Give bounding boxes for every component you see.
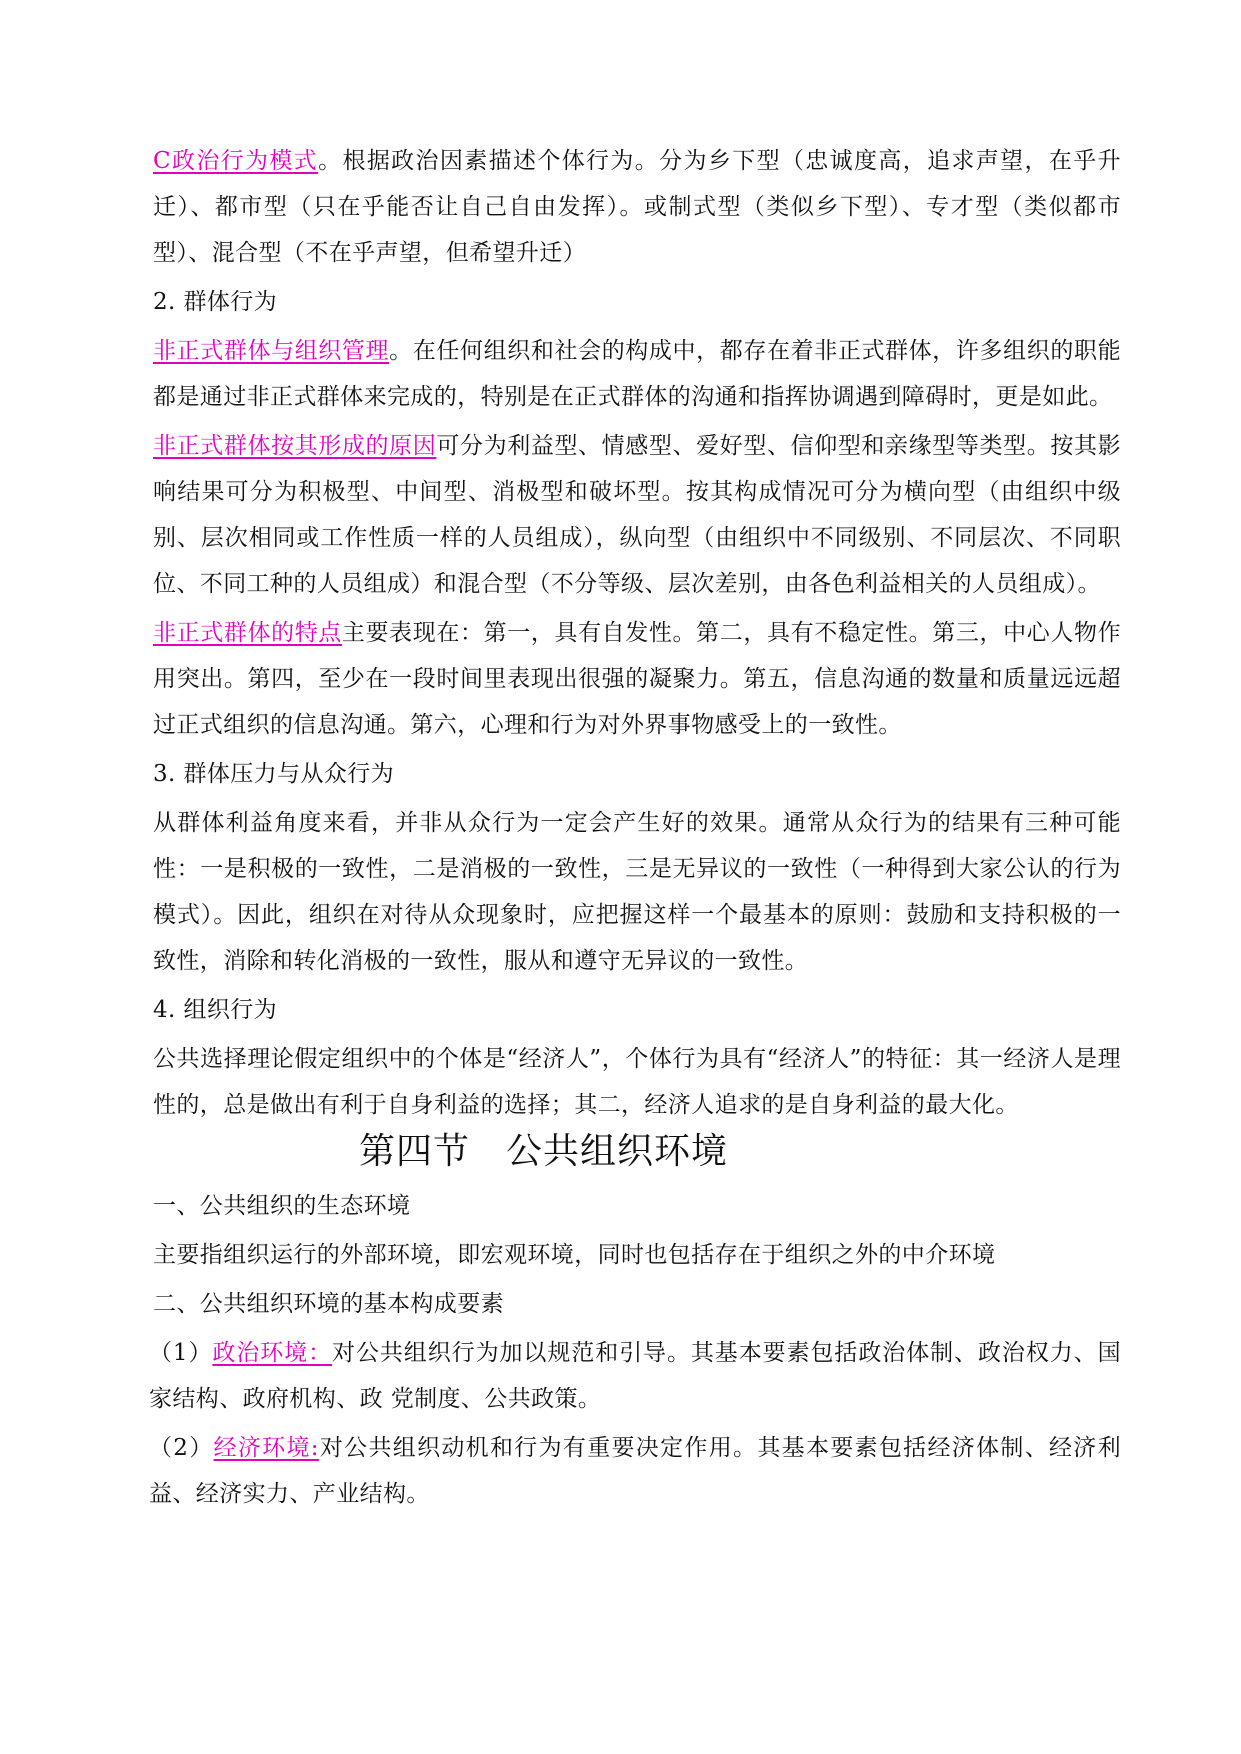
highlight-political-environment: 政治环境： <box>212 1340 333 1366</box>
heading-ecological-environment: 一、公共组织的生态环境 <box>153 1193 411 1219</box>
heading-organizational-behavior: 4. 组织行为 <box>153 997 278 1023</box>
paragraph-ecological-environment: 主要指组织运行的外部环境，即宏观环境，同时也包括存在于组织之外的中介环境 <box>153 1242 996 1268</box>
highlight-political-behavior-mode: C政治行为模式 <box>153 148 319 174</box>
document-page <box>149 138 1122 1520</box>
paragraph-informal-group-features <box>153 610 1121 748</box>
item-political-environment <box>149 1330 1121 1422</box>
section-title <box>153 1125 1121 1179</box>
section-number: 第四节 <box>359 1131 471 1172</box>
heading-group-pressure: 3. 群体压力与从众行为 <box>153 761 395 787</box>
paragraph-public-choice: 公共选择理论假定组织中的个体是“经济人”，个体行为具有“经济人”的特征：其一经济人是理性的，总是做出有利于自身利益的选择；其二，经济人追求的是自身利益的最大化。 <box>153 1046 1121 1118</box>
item-number: （2） <box>149 1435 214 1461</box>
highlight-economic-environment: 经济环境: <box>213 1435 319 1461</box>
paragraph-text: 可分为利益型、情感型、爱好型、信仰型和亲缘型等类型。按其影响结果可分为积极型、中间型、消极型和破坏型。按其构成情况可分为横向型（由组织中级别、层次相同或工作性质一样的人员组成），纵向型（由组织中不同级别、不同层次、不同职位、不同工种的人员组成）和混合型（不分等级、层次差别，由各色利益相关的人员组成）。 <box>153 433 1121 597</box>
item-economic-environment <box>149 1425 1121 1517</box>
heading-group-behavior: 2. 群体行为 <box>153 289 278 315</box>
paragraph-political-behavior-mode <box>153 138 1121 276</box>
paragraph-text: 。在任何组织和社会的构成中，都存在着非正式群体，许多组织的职能都是通过非正式群体来完成的，特别是在正式群体的沟通和指挥协调遇到障碍时，更是如此。 <box>153 338 1122 410</box>
paragraph-informal-group-causes <box>153 423 1121 607</box>
paragraph-text: 。根据政治因素描述个体行为。分为乡下型（忠诚度高，追求声望，在乎升迁）、都市型（只在乎能否让自己自由发挥）。或制式型（类似乡下型）、专才型（类似都市型）、混合型（不在乎声望，但希望升迁） <box>153 148 1121 266</box>
paragraph-text: 主要表现在：第一，具有自发性。第二，具有不稳定性。第三，中心人物作用突出。第四，至少在一段时间里表现出很强的凝聚力。第五，信息沟通的数量和质量远远超过正式组织的信息沟通。第六，心理和行为对外界事物感受上的一致性。 <box>153 620 1121 738</box>
item-text: 对公共组织行为加以规范和引导。其基本要素包括政治体制、政治权力、国家结构、政府机构、政 党制度、公共政策。 <box>149 1340 1121 1412</box>
highlight-informal-group-causes: 非正式群体按其形成的原因 <box>153 433 437 459</box>
heading-environment-elements: 二、公共组织环境的基本构成要素 <box>153 1291 504 1317</box>
highlight-informal-group-features: 非正式群体的特点 <box>153 620 342 646</box>
paragraph-informal-group-management <box>153 328 1121 420</box>
highlight-informal-group-management: 非正式群体与组织管理 <box>153 338 390 364</box>
section-name: 公共组织环境 <box>506 1131 729 1172</box>
item-number: （1） <box>149 1340 213 1366</box>
item-text: 对公共组织动机和行为有重要决定作用。其基本要素包括经济体制、经济利益、经济实力、产业结构。 <box>149 1435 1122 1507</box>
paragraph-conformity: 从群体利益角度来看，并非从众行为一定会产生好的效果。通常从众行为的结果有三种可能性：一是积极的一致性，二是消极的一致性，三是无异议的一致性（一种得到大家公认的行为模式）。因此，组织在对待从众现象时，应把握这样一个最基本的原则：鼓励和支持积极的一致性，消除和转化消极的一致性，服从和遵守无异议的一致性。 <box>153 810 1121 974</box>
